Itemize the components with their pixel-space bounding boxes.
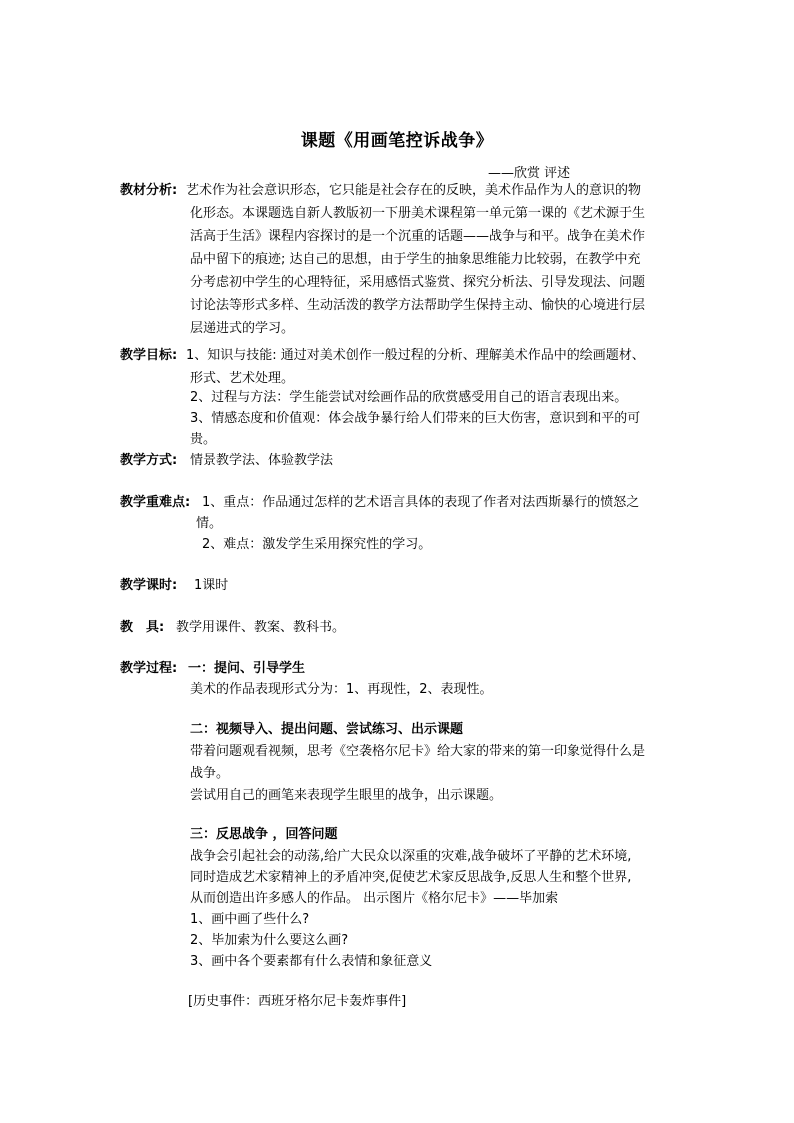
process-line: 带着问题观看视频，思考《空袭格尔尼卡》给大家的带来的第一印象觉得什么是 — [190, 744, 646, 759]
page-title: 课题《用画笔控诉战争》 — [300, 131, 494, 151]
tools-text: 教学用课件、教案、教科书。 — [176, 620, 346, 635]
goals-line: 贵。 — [190, 432, 217, 447]
page-subtitle: ——欣赏 评述 — [488, 166, 571, 181]
process-line: 美术的作品表现形式分为：1、再现性，2、表现性。 — [190, 682, 493, 697]
key-points-line: 情。 — [196, 516, 223, 531]
analysis-line: 化形态。本课题选自新人教版初一下册美术课程第一单元第一课的《艺术源于生 — [190, 206, 646, 221]
method-text: 情景教学法、体验教学法 — [190, 453, 334, 468]
key-points-line: 2、难点：激发学生采用探究性的学习。 — [202, 537, 432, 552]
process-section-1-heading: 一：提问、引导学生 — [188, 661, 306, 676]
key-points-line: 1、重点：作品通过怎样的艺术语言具体的表现了作者对法西斯暴行的愤怒之 — [202, 495, 640, 510]
goals-line: 2、过程与方法：学生能尝试对绘画作品的欣赏感受用自己的语言表现出来。 — [190, 390, 628, 405]
hours-label: 教学课时: — [120, 578, 178, 593]
process-label: 教学过程: — [120, 661, 178, 676]
analysis-line: 分考虑初中学生的心理特征，采用感悟式鉴赏、探究分析法、引导发现法、问题 — [190, 275, 646, 290]
process-line: 尝试用自己的画笔来表现学生眼里的战争，出示课题。 — [190, 788, 503, 803]
process-line: 1、画中画了些什么? — [190, 912, 310, 927]
analysis-line: 讨论法等形式多样、生动活泼的教学方法帮助学生保持主动、愉快的心境进行层 — [190, 298, 646, 313]
process-line: 2、毕加索为什么要这么画? — [190, 933, 349, 948]
process-line: 战争。 — [190, 766, 230, 781]
process-line: 从而创造出许多感人的作品。 出示图片《格尔尼卡》——毕加索 — [190, 891, 559, 906]
goals-line: 3、情感态度和价值观：体会战争暴行给人们带来的巨大伤害，意识到和平的可 — [190, 411, 641, 426]
process-section-3-heading: 三：反思战争 ，回答问题 — [190, 827, 338, 842]
analysis-line: 艺术作为社会意识形态，它只能是社会存在的反映，美术作品作为人的意识的物 — [186, 183, 642, 198]
tools-label: 教 具: — [120, 620, 165, 635]
goals-line: 形式、艺术处理。 — [190, 371, 295, 386]
process-line: 3、画中各个要素都有什么表情和象征意义 — [190, 954, 433, 969]
hours-text: 1课时 — [194, 578, 229, 593]
analysis-line: 品中留下的痕迹; 达自己的思想，由于学生的抽象思维能力比较弱，在教学中充 — [190, 252, 641, 267]
method-label: 教学方式: — [120, 453, 178, 468]
analysis-label: 教材分析: — [120, 183, 178, 198]
goals-line: 1、知识与技能: 通过对美术创作一般过程的分析、理解美术作品中的绘画题材、 — [186, 348, 645, 363]
process-line: 战争会引起社会的动荡,给广大民众以深重的灾难,战争破坏了平静的艺术环境, — [190, 849, 632, 864]
key-points-label: 教学重难点: — [120, 495, 191, 510]
analysis-line: 层递进式的学习。 — [190, 321, 295, 336]
process-line: 同时造成艺术家精神上的矛盾冲突,促使艺术家反思战争,反思人生和整个世界, — [190, 870, 632, 885]
goals-label: 教学目标: — [120, 348, 178, 363]
history-note: [历史事件：西班牙格尔尼卡轰炸事件] — [188, 994, 407, 1009]
process-section-2-heading: 二：视频导入、提出问题、尝试练习、出示课题 — [190, 722, 464, 737]
analysis-line: 活高于生活》课程内容探讨的是一个沉重的话题——战争与和平。战争在美术作 — [190, 229, 646, 244]
